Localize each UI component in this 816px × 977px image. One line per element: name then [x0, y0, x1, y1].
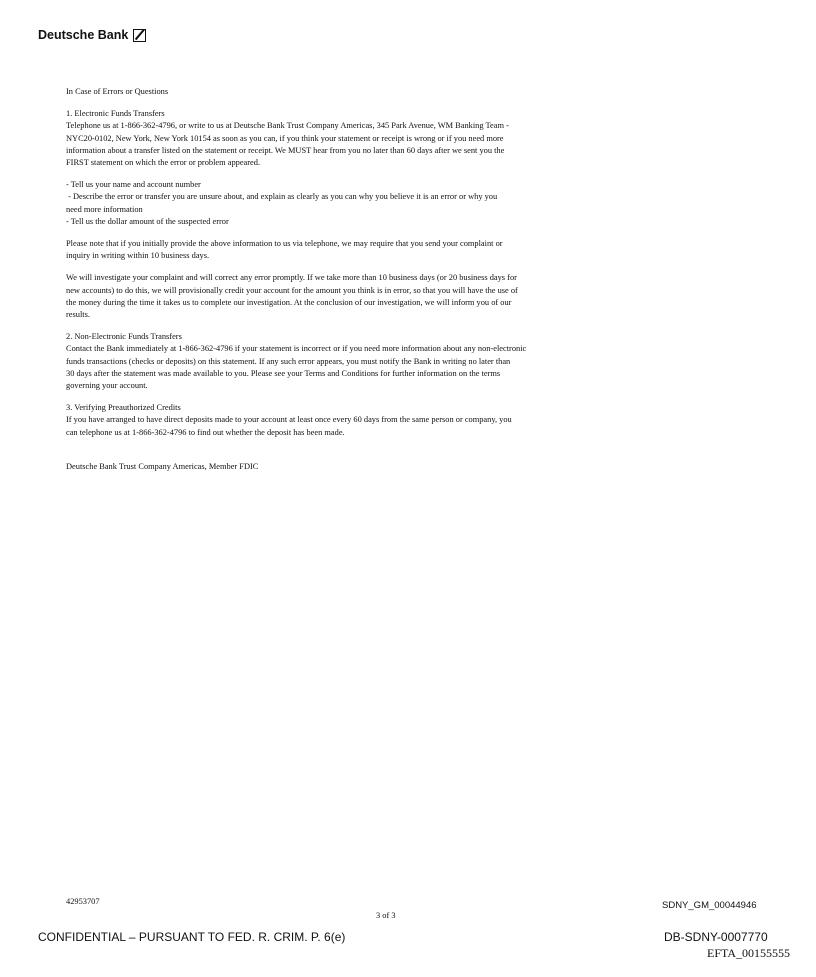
text-line: Contact the Bank immediately at 1-866-362-4796 if your statement is incorrect or if you need more information about any non-electronic: [66, 344, 527, 354]
text-line: Please note that if you initially provide the above information to us via telephone, we may require that you send your complaint or: [66, 239, 503, 249]
deutsche-bank-slash-icon: [133, 29, 146, 42]
text-line: We will investigate your complaint and will correct any error promptly. If we take more than 10 business days (or 20 business days for: [66, 273, 517, 283]
notice-heading: In Case of Errors or Questions: [66, 87, 169, 96]
text-line: inquiry in writing within 10 business days.: [66, 251, 210, 261]
text-line: can telephone us at 1-866-362-4796 to find out whether the deposit has been made.: [66, 427, 345, 437]
text-line: information about a transfer listed on the statement or receipt. We MUST hear from you no later than 60 days after we sent you the: [66, 145, 505, 155]
text-line: results.: [66, 310, 90, 320]
text-line: funds transactions (checks or deposits) on this statement. If any such error appears, you must notify the Bank in writing no later than: [66, 356, 511, 366]
list-item: - Tell us your name and account number: [66, 180, 201, 190]
section-title: 1. Electronic Funds Transfers: [66, 109, 165, 119]
section-title: 2. Non-Electronic Funds Transfers: [66, 332, 182, 342]
deutsche-bank-logo: [38, 28, 146, 42]
list-item: need more information: [66, 204, 143, 214]
section-electronic-transfers: [66, 108, 646, 169]
member-fdic-line: Deutsche Bank Trust Company Americas, Member FDIC: [66, 461, 259, 471]
bates-number-sdny-gm: SDNY_GM_00044946: [662, 900, 757, 911]
text-line: 30 days after the statement was made available to you. Please see your Terms and Conditions for further information on the terms: [66, 368, 501, 378]
bates-number-db: DB-SDNY-0007770: [664, 930, 768, 944]
account-reference: 42953707: [66, 897, 100, 906]
text-line: the money during the time it takes us to complete our investigation. At the conclusion of our investigation, we will inform you of our: [66, 297, 512, 307]
instruction-list: [66, 179, 646, 228]
investigation-note: [66, 272, 646, 321]
statement-notice: [66, 86, 646, 483]
logo-text: Deutsche Bank: [38, 28, 129, 42]
confidential-legend: CONFIDENTIAL – PURSUANT TO FED. R. CRIM. P. 6(e): [38, 930, 346, 944]
text-line: new accounts) to do this, we will provisionally credit your account for the amount you think is in error, so that you will have the use of: [66, 285, 518, 295]
text-line: Telephone us at 1-866-362-4796, or write to us at Deutsche Bank Trust Company Americas, 345 Park Avenue, WM Banking Team -: [66, 121, 509, 131]
section-preauthorized-credits: [66, 402, 646, 439]
section-title: 3. Verifying Preauthorized Credits: [66, 403, 181, 413]
text-line: FIRST statement on which the error or problem appeared.: [66, 158, 261, 168]
list-item: - Describe the error or transfer you are unsure about, and explain as clearly as you can why you believe it is an error or why you: [66, 192, 498, 202]
list-item: - Tell us the dollar amount of the suspected error: [66, 216, 229, 226]
text-line: governing your account.: [66, 381, 148, 391]
bates-number-efta: EFTA_00155555: [707, 946, 791, 960]
text-line: If you have arranged to have direct deposits made to your account at least once every 60 days from the same person or company, you: [66, 415, 512, 425]
page-indicator: 3 of 3: [376, 911, 396, 920]
section-non-electronic-transfers: [66, 331, 646, 392]
text-line: NYC20-0102, New York, New York 10154 as soon as you can, if you think your statement or receipt is wrong or if you need more: [66, 133, 504, 143]
telephone-note: [66, 238, 646, 262]
